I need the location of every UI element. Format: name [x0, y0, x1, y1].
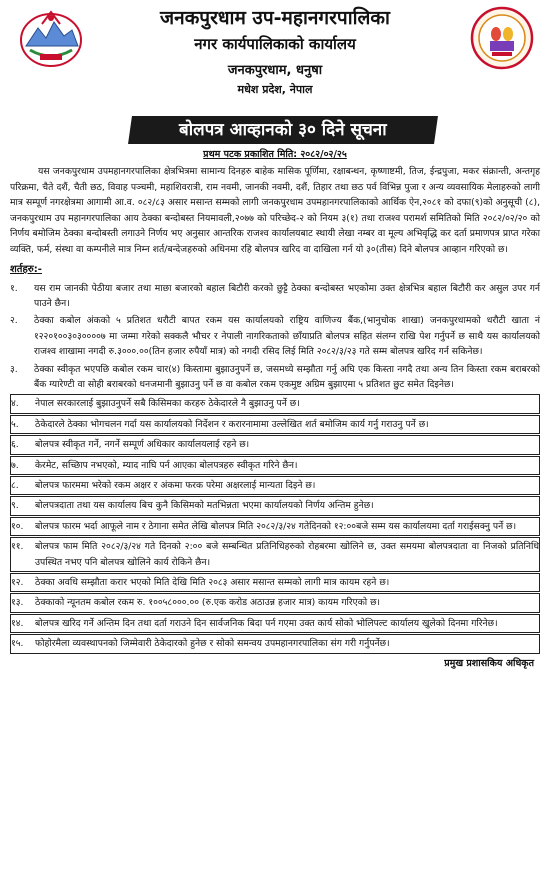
notice-banner: [10, 112, 540, 148]
municipality-seal-icon: [470, 6, 534, 70]
condition-item: १३. ठेक्काको न्यूनतम कबोल रकम रु. १००५८०००.०० (रु.एक करोड अठाउन्न हजार मात्र) कायम गरिएको छ।: [10, 593, 540, 612]
condition-item: १२. ठेक्का अवधि सम्झौता करार भएको मिति देखि मिति २०८३ असार मसान्त सम्मको लागी मात्र कायम रहने छ।: [10, 573, 540, 592]
office-province: मधेश प्रदेश, नेपाल: [237, 83, 313, 96]
conditions-heading: शर्तहरु:-: [10, 263, 42, 275]
condition-item: १४. बोलपत्र खरिद गर्ने अन्तिम दिन तथा दर्ता गराउने दिन सार्वजनिक बिदा पर्न गएमा उक्त कार्य सोको भोलिपल्ट कार्यालय खुलेको दिनमा गरिनेछ।: [10, 614, 540, 633]
signatory: प्रमुख प्रशासकिय अधिकृत: [444, 657, 534, 669]
office-subtitle: नगर कार्यपालिकाको कार्यालय: [194, 35, 356, 53]
condition-item: ३. ठेक्का स्वीकृत भएपछि कबोल रकम चार(४) किस्तामा बुझाउनुपर्ने छ, जसमध्ये सम्झौता गर्नु अघि एक किस्ता नगदै तथा अन्य तिन किस्ता रकम बराबरको बैंक ग्यारेण्टी वा सोही बराबरको धनजमानी बुझाउनु पर्ने छ वा कबोल रकम एकमुष्ट अग्रिम बुझाएमा ५ प्रतिशत छुट समेत दिइनेछ।: [10, 363, 540, 390]
condition-item: ९. बोलपत्रदाता तथा यस कार्यालय बिच कुनै किसिमको मतभिन्नता भएमा कार्यालयको निर्णय अन्तिम हुनेछ।: [10, 496, 540, 515]
condition-item: ६. बोलपत्र स्वीकृत गर्ने, नगर्ने सम्पूर्ण अधिकार कार्यालयलाई रहने छ।: [10, 435, 540, 454]
condition-item: १५. फोहोरमैला व्यवस्थापनको जिम्मेवारी ठेकेदारको हुनेछ र सोको समन्वय उपमहानगरपालिका संग गरी गर्नुपर्नेछ।: [10, 634, 540, 653]
intro-paragraph: यस जनकपुरधाम उपमहानगरपालिका क्षेत्रभित्रमा सामान्य दिनहरु बाहेक मासिक पूर्णिमा, रक्षाबन्धन, कृष्णाष्टमी, तिज, ईन्द्रपुजा, मकर संक्रान्ती, अन्तगृह परिक्रमा, चैते दशैं, चैती छठ, विवाह पञ्चमी, महाशिवरात्री, राम नवमी, जानकी नवमी, दशैं, तिहार तथा छठ पर्व विभिन्न पुजा र अन्य व्यवसायिक मेलाहरुको लागी मात्र सम्पूर्ण नगरक्षेत्रमा आगामी आ.व. ०८२/८३ असार मसान्त सम्मको लागी जनकपुरधाम उपमहानगरपालिकाको आर्थिक ऐन,२०८१ को दफा(९)को अनुसूची (८), जनकपुरधाम उप महानगरपालिका आय ठेक्का बन्दोबस्त नियमावली,२०७७ को परिच्छेद-२ को नियम ३(१) तथा राजश्व परामर्श समितिको मिति २०८२/०२/२० को निर्णय बमोजिम ठेक्का बन्दोबस्ती लगाउने निर्णय भए अनुसार आन्तरिक राजश्व कार्यालयबाट स्थायी लेखा नम्बर वा मूल्य अभिवृद्धि कर दर्ता प्रमाणपत्र प्राप्त गरेका व्यक्ति, फर्म, संस्था वा कम्पनीले मात्र निम्न शर्त/बन्देजहरुको अधिनमा रहि बोलपत्र खरिद वा दाखिला गर्न यो ३०(तीस) दिने बोलपत्र आव्हान गरिएको छ।: [10, 166, 540, 255]
letterhead: [10, 0, 540, 112]
condition-item: २. ठेक्का कबोल अंकको ५ प्रतिशत धरौटी बापत रकम यस कार्यालयको राष्ट्रिय वाणिज्य बैंक,(भानुचोक शाखा) जनकपुरधामको धरौटी खाता नं १२२०१००३०३००००७ मा जम्मा गरेको सक्कलै भौचर र नेपाली नागरिकताको छाँयाप्रति बोलपत्र सहित संलग्न राखि पेश गर्नुपर्ने छ साथै यस कार्यालयको राजश्व शाखामा नगदी रु.३०००.००(तिन हजार रुपैयाँ मात्र) को नगदी रसिद लिई मिति २०८२/३/२३ गते सम्म बोलपत्र खरिद गर्न सकिनेछ।: [10, 315, 540, 358]
condition-item: ८. बोलपत्र फारममा भरेको रकम अक्षर र अंकमा फरक परेमा अक्षरलाई मान्यता दिइने छ।: [10, 476, 540, 495]
office-location: जनकपुरधाम, धनुषा: [227, 63, 323, 78]
condition-item: ११. बोलपत्र फाम मिति २०८२/३/२४ गते दिनको २:०० बजे सम्बन्धित प्रतिनिधिहरुको रोहबरमा खोलिने छ, उक्त समयमा बोलपत्रदाता वा निजको प्रतिनिधि उपस्थित नभए पनि बोलपत्र खोलिने कार्य रोकिने छैन।: [10, 537, 540, 572]
condition-item: १०. बोलपत्र फारम भर्दा आफूले नाम र ठेगाना समेत लेखि बोलपत्र मिति २०८२/३/२४ गतेदिनको १२:००बजे सम्म यस कार्यालयमा दर्ता गराईसक्नु पर्ने छ।: [10, 517, 540, 536]
conditions-list: [10, 280, 540, 654]
nepal-emblem-icon: [16, 6, 86, 68]
condition-item: ५. ठेकेदारले ठेक्का भोगचलन गर्दा यस कार्यालयको निर्देशन र करारनामामा उल्लेखित शर्त बमोजिम कार्य गर्नु गराउनु पर्ने छ।: [10, 415, 540, 434]
publish-date: प्रथम पटक प्रकाशित मिति: २०८२/०२/२५: [203, 149, 347, 160]
municipality-title: जनकपुरधाम उप-महानगरपालिका: [160, 7, 390, 29]
condition-item: १. यस राम जानकी पेठीया बजार तथा माछा बजारको बहाल बिटौरी करको छुट्टै ठेक्का बन्दोबस्त भएकोमा उक्त क्षेत्रभित्र बहाल बिटौरी कर असुल उपर गर्न पाउने छैन।: [10, 282, 540, 309]
notice-title: बोलपत्र आव्हानको ३० दिने सूचना: [179, 120, 387, 140]
condition-item: ४. नेपाल सरकारलाई बुझाउनुपर्ने सबै किसिमका करहरु ठेकेदारले नै बुझाउनु पर्ने छ।: [10, 394, 540, 413]
condition-item: ७. केरमेट, सच्छिाप नभएको, म्याद नाघि पर्न आएका बोलपत्रहरु स्वीकृत गरिने छैन।: [10, 456, 540, 475]
